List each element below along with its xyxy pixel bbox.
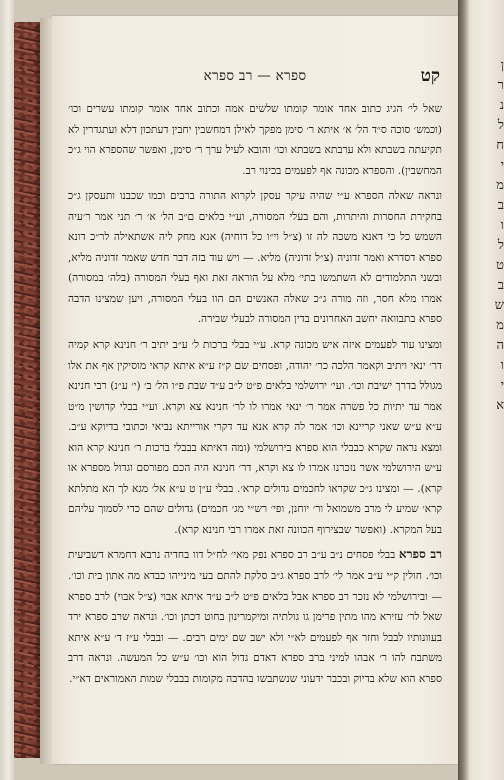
page-body	[68, 98, 442, 689]
paragraph	[68, 98, 442, 181]
page-header	[70, 66, 440, 88]
running-head: ספרא — רב ספרא	[203, 68, 307, 84]
paragraph-text: שאל לי׳ הגיג כתוב אחד אומר קומתו שלשים אמה וכתוב אחד אומר קומתו עשרים וכו׳ (וכמש׳ סוכה ס״ד הל׳ א׳ איתא ר׳ סימן מפקך לאילן דמחשבין יחבין דעתכון דלא ועתגדרין לא תקיעתה בשבתא ולא ערבתא בשבתא וכו׳ והובא לעיל ערך ר׳ סימן, ואפשר שהספרא הוי ג״כ המחשבין). והספרא מכונה אף לפעמים בכינוי רב.	[68, 103, 442, 177]
paragraph-text: בבלי פסחים נ״ב ע״ב רב ספרא נפק מאי׳ לח״ל דוו בחדיה נרבא דחמרא דשביעית וכו׳. חולין ק״י ע״ב אמר לי׳ לרב ספרא ג״ב סלקת להתם בעי מינייהו כבדא מה אתון בית וכו׳. — ובירושלמי לא נזכר רב ספרא אבל בלאים פ״ט ל״ב ע״ד איתא אבוי (צ״ל אבוי) לרב ספרא שאל לר׳ עזירא מהו מתין פרימן גו גולתיה ומיקמרינון בחוט דכתן וכו׳. ונראה שרב ספרא ירד בעוונותיו לבבל וחזר אף לפעמים לא״י ולא ישב שם ימים רבים. — ובבלי ע״ז ד׳ ע״א איתא משתבח להו ר׳ אבהו למיני ברב ספרא דאדם גדול הוא וכו׳ ע״ש כל המעשה. ונראה דרב ספרא הוא שלא בדיוק ובכבר ידעוני שנשתבשו בהדבה מקומות בבבלי שמות האמוראים דא״י.	[68, 549, 442, 685]
paragraph	[68, 544, 442, 689]
paragraph	[68, 185, 442, 330]
page-number: קט	[420, 66, 440, 86]
next-page-text-fragment: ן ר נ ל ח י מ ב ו ל ט ב ש מ ה ו י א	[494, 58, 504, 413]
previous-page-edge	[0, 0, 14, 780]
paragraph	[68, 334, 442, 540]
marbled-cover-edge	[14, 22, 40, 758]
paragraph-lead: רב ספרא	[398, 547, 443, 562]
paragraph-text: ונראה שאלה הספרא ע״י שהיה עיקר עסקן לקרוא התורה ברבים וכמו שכבנו ותעסקן ג״כ בחקירת החסרות והיתרות, והם בעלי המסורה, וע״י בלאים ם״ב הל׳ א׳ ר׳ תני אמר ר׳עיה השמש כל כי דאנא משכה לה זו (צ״ל וי״ו כל דוחיה) אנא מחק ליה אשתאילה לר״כ דונא ספרא דסדרא ואמר זדוניה (צ״ל זדוניה) מליא. — ויש עוד בזה דבר חדש שאמר זדוניה מליא, ובשני התלמודים לא השתמשו בתי׳ מלא על הוראה זאת ואף בעלי המסורה (בלה׳ במסורה) אמרו מלא חסר, וזה מורה ג״כ שאלה האנשים הם הוו בעלי המסורה, ויען שמצינו הדבה ספרא בתבוואה יחשב האחרונים בדין המסורה לבעלי שבירה.	[68, 190, 442, 326]
paragraph-text: ומצינו עוד לפעמים איזה איש מכונה קרא. ע״י בבלי ברכות ל׳ ע״ב יתיב ר׳ חנינא קרא קמיה דר׳ ינאי ויתיב וקאמר הלכה כר׳ יהודה, ופסחים שם ק״ז ע״א איתא קראי מוסיקין אף את אלו מגולל בדרך ישיבת וכו׳. ועי׳ ירושלמי בלאים פ״ט ל״ב ע״ד שבת פ״ו הל׳ ב׳ (י׳ ע״נ) רבי חנינא אמר עד יתיות כל פשרה אמר ר׳ ינאי אמרו לו לר׳ חנינא צא וקרא. וע״י בבלי קדושין מ״ט ע״א ע״ש שאני קריינא וכו׳ אמר לה קרא אנא עד דקרי אורייתא נביאי וכתובי בדיוקא ע״ב. ומצא נראה שקרא כבבלי הוא ספרא בירושלמי (ומה דאיתא בבבלי ברכות ר׳ חנינא קרא הוא ע״ש הירושלמי אשר נזכרנו אמרו לו צא וקרא, דר׳ חנינא היה הכם מפורסם וגדול מספרא או קרא). — ומצינו ג״כ שקראו לחכמים גדולים קרא׳. בבלי ע״ן ט ע״א אל׳ מגא לך הא מתלתא קרא׳ שמיע לי מרב משמואל ור׳ יוחנן, ופי׳ רש״י מג׳ חכמים) גדולים שהם כדי לסמוך עליהם בעל המקרא. (ואפשר שבצירוף הכוונה זאת אמרו רבי חנינא קרא).	[68, 339, 442, 536]
